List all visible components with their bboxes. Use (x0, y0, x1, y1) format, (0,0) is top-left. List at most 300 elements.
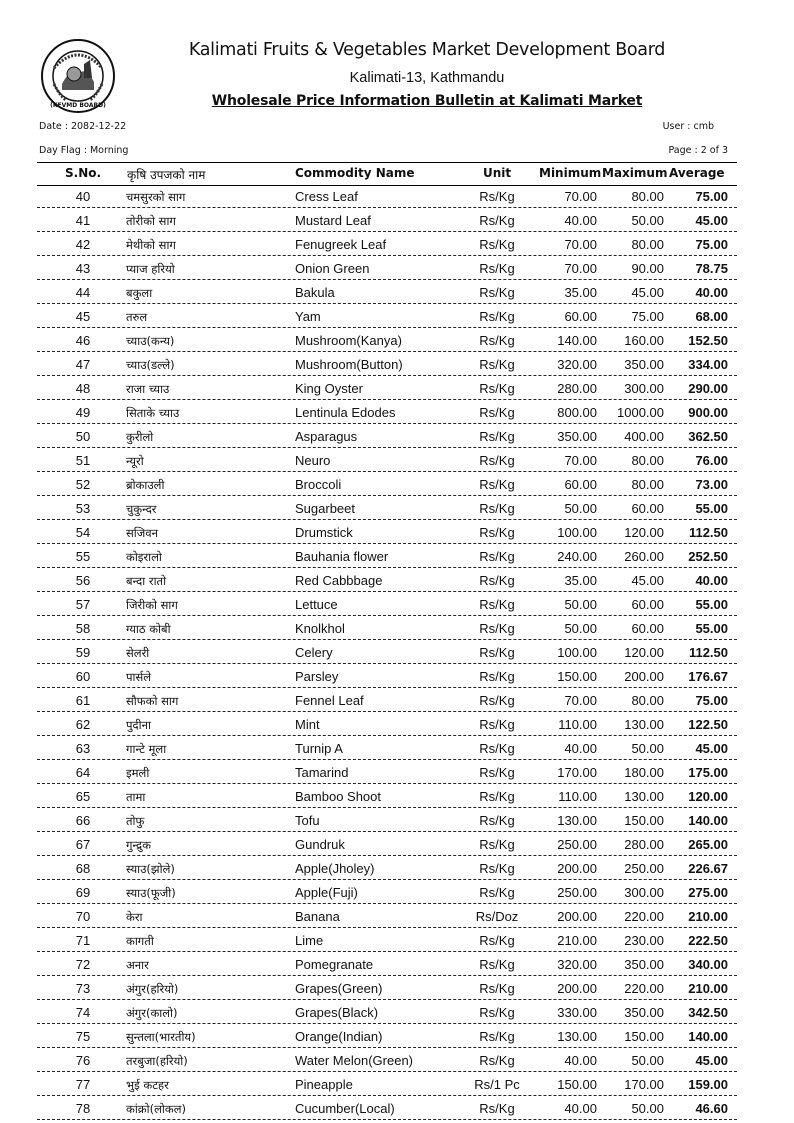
row-nepali-name: ब्रोकाउली (126, 478, 165, 492)
table-row (37, 953, 737, 976)
row-nepali-name: ग्याठ कोबी (126, 622, 171, 636)
row-minimum: 70.00 (564, 237, 597, 252)
row-average: 334.00 (688, 357, 728, 372)
row-unit: Rs/Kg (479, 669, 515, 684)
col-header-commodity: Commodity Name (295, 166, 415, 180)
row-average: 265.00 (688, 837, 728, 852)
row-commodity-name: Onion Green (295, 261, 370, 276)
row-commodity-name: Grapes(Black) (295, 1005, 379, 1020)
row-minimum: 60.00 (564, 309, 597, 324)
row-unit: Rs/Kg (479, 261, 515, 276)
row-unit: Rs/Kg (479, 213, 515, 228)
row-nepali-name: च्याउ(डल्ले) (126, 358, 175, 372)
org-address: Kalimati-13, Kathmandu (349, 70, 505, 86)
row-unit: Rs/Kg (479, 285, 515, 300)
row-commodity-name: Water Melon(Green) (295, 1053, 413, 1068)
row-nepali-name: न्यूरो (126, 454, 144, 468)
row-sno: 71 (75, 933, 91, 948)
table-row (37, 1001, 737, 1024)
row-maximum: 80.00 (631, 477, 664, 492)
row-sno: 73 (75, 981, 91, 996)
row-unit: Rs/Kg (479, 1053, 515, 1068)
row-maximum: 300.00 (624, 885, 664, 900)
row-nepali-name: तोरीको साग (126, 214, 176, 228)
row-maximum: 280.00 (624, 837, 664, 852)
row-unit: Rs/Kg (479, 381, 515, 396)
row-average: 73.00 (695, 477, 728, 492)
row-minimum: 130.00 (557, 813, 597, 828)
row-minimum: 210.00 (557, 933, 597, 948)
row-sno: 55 (75, 549, 91, 564)
row-sno: 59 (75, 645, 91, 660)
row-minimum: 110.00 (558, 789, 597, 804)
row-unit: Rs/Kg (479, 357, 515, 372)
table-header (37, 164, 737, 184)
table-row (37, 353, 737, 376)
row-commodity-name: Mint (295, 717, 320, 732)
row-minimum: 200.00 (557, 909, 597, 924)
table-row (37, 377, 737, 400)
row-commodity-name: Cucumber(Local) (295, 1101, 395, 1116)
page-number: Page : 2 of 3 (668, 145, 728, 156)
row-nepali-name: बन्दा रातो (126, 574, 167, 588)
table-row (37, 449, 737, 472)
row-nepali-name: तरुल (126, 310, 148, 324)
row-sno: 42 (75, 237, 91, 252)
table-row (37, 617, 737, 640)
row-minimum: 150.00 (557, 669, 597, 684)
row-commodity-name: Celery (295, 645, 333, 660)
row-unit: Rs/Kg (479, 933, 515, 948)
row-maximum: 400.00 (624, 429, 664, 444)
org-title: Kalimati Fruits & Vegetables Market Development Board (188, 40, 666, 60)
row-minimum: 100.00 (557, 525, 597, 540)
row-minimum: 250.00 (557, 837, 597, 852)
table-row (37, 713, 737, 736)
table-row (37, 761, 737, 784)
table-row (37, 1049, 737, 1072)
row-sno: 54 (75, 525, 91, 540)
row-maximum: 150.00 (624, 1029, 664, 1044)
row-sno: 74 (75, 1005, 91, 1020)
row-maximum: 75.00 (631, 309, 664, 324)
row-commodity-name: Tamarind (295, 765, 349, 780)
col-header-unit: Unit (483, 166, 512, 180)
row-nepali-name: चुकुन्दर (126, 502, 157, 516)
row-sno: 77 (75, 1077, 91, 1092)
row-average: 176.67 (688, 669, 728, 684)
row-average: 112.50 (688, 525, 728, 540)
row-commodity-name: Parsley (295, 669, 339, 684)
row-commodity-name: Asparagus (295, 429, 358, 444)
row-commodity-name: Fennel Leaf (295, 693, 364, 708)
row-average: 40.00 (695, 285, 728, 300)
row-nepali-name: सुन्तला(भारतीय) (126, 1030, 196, 1044)
row-sno: 61 (75, 693, 91, 708)
row-average: 55.00 (695, 597, 728, 612)
row-nepali-name: गान्टे मूला (126, 742, 167, 756)
row-average: 210.00 (688, 981, 728, 996)
table-row (37, 785, 737, 808)
price-table-body (37, 185, 737, 1121)
table-row (37, 545, 737, 568)
row-average: 152.50 (688, 333, 728, 348)
row-minimum: 350.00 (557, 429, 597, 444)
col-header-nepali-name: कृषि उपजको नाम (127, 168, 206, 182)
row-unit: Rs/Kg (479, 525, 515, 540)
row-commodity-name: Neuro (295, 453, 331, 468)
table-row (37, 569, 737, 592)
table-row (37, 497, 737, 520)
row-average: 210.00 (688, 909, 728, 924)
row-sno: 45 (75, 309, 91, 324)
row-maximum: 230.00 (624, 933, 664, 948)
table-row (37, 665, 737, 688)
row-average: 46.60 (695, 1101, 728, 1116)
row-unit: Rs/Kg (479, 237, 515, 252)
row-sno: 67 (75, 837, 91, 852)
row-commodity-name: Bamboo Shoot (295, 789, 382, 804)
row-nepali-name: कागती (126, 934, 154, 948)
table-row (37, 1097, 737, 1120)
table-row (37, 641, 737, 664)
row-sno: 68 (75, 861, 91, 876)
row-average: 275.00 (688, 885, 728, 900)
row-minimum: 50.00 (564, 597, 597, 612)
row-commodity-name: Red Cabbbage (295, 573, 383, 588)
row-commodity-name: Lime (295, 933, 324, 948)
table-row (37, 1073, 737, 1096)
row-sno: 60 (75, 669, 91, 684)
row-sno: 49 (75, 405, 91, 420)
table-row (37, 305, 737, 328)
row-nepali-name: गुन्द्रुक (126, 838, 151, 852)
table-row (37, 689, 737, 712)
row-unit: Rs/Kg (479, 765, 515, 780)
row-minimum: 100.00 (557, 645, 597, 660)
row-maximum: 80.00 (631, 693, 664, 708)
row-maximum: 350.00 (624, 957, 664, 972)
row-nepali-name: तरबुजा(हरियो) (126, 1054, 188, 1068)
report-date: Date : 2082-12-22 (39, 121, 127, 132)
row-nepali-name: अनार (126, 958, 149, 972)
row-average: 75.00 (695, 189, 728, 204)
row-minimum: 150.00 (557, 1077, 597, 1092)
table-row (37, 521, 737, 544)
row-sno: 44 (75, 285, 91, 300)
row-nepali-name: भुई कटहर (126, 1078, 169, 1092)
row-maximum: 80.00 (631, 189, 664, 204)
table-row (37, 425, 737, 448)
row-nepali-name: सजिवन (126, 526, 159, 540)
row-maximum: 120.00 (624, 645, 664, 660)
table-row (37, 209, 737, 232)
row-average: 222.50 (688, 933, 728, 948)
row-maximum: 180.00 (624, 765, 664, 780)
row-maximum: 45.00 (631, 573, 664, 588)
row-minimum: 70.00 (564, 261, 597, 276)
row-commodity-name: Grapes(Green) (295, 981, 383, 996)
row-nepali-name: जिरीको साग (126, 598, 178, 612)
row-maximum: 160.00 (624, 333, 664, 348)
row-commodity-name: Gundruk (295, 837, 345, 852)
row-average: 75.00 (695, 237, 728, 252)
row-commodity-name: Tofu (295, 813, 320, 828)
row-unit: Rs/1 Pc (474, 1077, 520, 1092)
row-sno: 41 (75, 213, 91, 228)
row-commodity-name: Sugarbeet (295, 501, 355, 516)
row-minimum: 800.00 (557, 405, 597, 420)
row-nepali-name: मेथीको साग (126, 238, 176, 252)
table-row (37, 233, 737, 256)
row-minimum: 280.00 (557, 381, 597, 396)
row-commodity-name: Bauhania flower (295, 549, 389, 564)
row-maximum: 300.00 (624, 381, 664, 396)
row-commodity-name: Mustard Leaf (295, 213, 371, 228)
row-minimum: 40.00 (564, 1053, 597, 1068)
row-unit: Rs/Kg (479, 837, 515, 852)
row-nepali-name: कोइरालो (126, 550, 162, 564)
row-minimum: 140.00 (557, 333, 597, 348)
row-commodity-name: Drumstick (295, 525, 353, 540)
row-nepali-name: च्याउ(कन्य) (126, 334, 175, 348)
row-average: 45.00 (695, 213, 728, 228)
row-unit: Rs/Kg (479, 741, 515, 756)
row-minimum: 50.00 (564, 621, 597, 636)
col-header-maximum: Maximum (602, 166, 668, 180)
row-sno: 63 (75, 741, 91, 756)
row-unit: Rs/Kg (479, 1005, 515, 1020)
row-average: 252.50 (688, 549, 728, 564)
row-average: 55.00 (695, 621, 728, 636)
table-row (37, 593, 737, 616)
table-row (37, 857, 737, 880)
row-commodity-name: King Oyster (295, 381, 363, 396)
row-minimum: 70.00 (564, 453, 597, 468)
row-unit: Rs/Kg (479, 477, 515, 492)
row-unit: Rs/Kg (479, 1101, 515, 1116)
row-commodity-name: Mushroom(Button) (295, 357, 403, 372)
row-unit: Rs/Doz (475, 909, 519, 924)
row-commodity-name: Pineapple (295, 1077, 353, 1092)
row-average: 159.00 (688, 1077, 728, 1092)
row-sno: 75 (75, 1029, 91, 1044)
row-minimum: 40.00 (564, 213, 597, 228)
table-row (37, 977, 737, 1000)
row-commodity-name: Knolkhol (295, 621, 345, 636)
row-minimum: 40.00 (564, 1101, 597, 1116)
table-row (37, 401, 737, 424)
table-row (37, 185, 737, 208)
row-commodity-name: Turnip A (295, 741, 343, 756)
row-sno: 43 (75, 261, 91, 276)
row-sno: 48 (75, 381, 91, 396)
row-nepali-name: अंगुर(हरियो) (126, 982, 179, 996)
row-nepali-name: पार्सले (126, 670, 152, 684)
row-unit: Rs/Kg (479, 885, 515, 900)
board-logo (40, 38, 116, 114)
col-header-average: Average (669, 166, 725, 180)
row-unit: Rs/Kg (479, 813, 515, 828)
row-sno: 65 (75, 789, 91, 804)
row-average: 362.50 (688, 429, 728, 444)
row-sno: 47 (75, 357, 91, 372)
row-nepali-name: कुरीलो (126, 430, 154, 444)
row-nepali-name: केरा (126, 910, 143, 924)
row-average: 45.00 (695, 741, 728, 756)
row-sno: 40 (75, 189, 91, 204)
table-row (37, 833, 737, 856)
row-sno: 72 (75, 957, 91, 972)
row-sno: 78 (75, 1101, 91, 1116)
row-unit: Rs/Kg (479, 189, 515, 204)
row-average: 140.00 (688, 1029, 728, 1044)
row-maximum: 250.00 (624, 861, 664, 876)
row-sno: 53 (75, 501, 91, 516)
row-average: 120.00 (688, 789, 728, 804)
row-unit: Rs/Kg (479, 405, 515, 420)
row-nepali-name: कांक्रो(लोकल) (126, 1102, 186, 1116)
row-maximum: 130.00 (624, 717, 664, 732)
row-sno: 76 (75, 1053, 91, 1068)
row-maximum: 220.00 (624, 981, 664, 996)
row-unit: Rs/Kg (479, 693, 515, 708)
row-maximum: 50.00 (631, 213, 664, 228)
row-maximum: 260.00 (624, 549, 664, 564)
row-maximum: 1000.00 (617, 405, 664, 420)
row-maximum: 80.00 (631, 237, 664, 252)
row-minimum: 170.00 (557, 765, 597, 780)
row-commodity-name: Banana (295, 909, 340, 924)
row-sno: 69 (75, 885, 91, 900)
col-header-minimum: Minimum (539, 166, 602, 180)
row-maximum: 120.00 (624, 525, 664, 540)
row-maximum: 50.00 (631, 1101, 664, 1116)
row-nepali-name: स्याउ(झोले) (126, 862, 175, 876)
table-row (37, 905, 737, 928)
row-commodity-name: Lettuce (295, 597, 338, 612)
row-commodity-name: Apple(Fuji) (295, 885, 358, 900)
report-user: User : cmb (662, 121, 714, 132)
row-minimum: 35.00 (564, 285, 597, 300)
row-sno: 70 (75, 909, 91, 924)
row-unit: Rs/Kg (479, 549, 515, 564)
row-nepali-name: बकुला (126, 286, 153, 300)
row-minimum: 130.00 (557, 1029, 597, 1044)
row-nepali-name: तामा (126, 790, 146, 804)
row-maximum: 45.00 (631, 285, 664, 300)
row-maximum: 50.00 (631, 741, 664, 756)
row-commodity-name: Bakula (295, 285, 335, 300)
row-minimum: 35.00 (564, 573, 597, 588)
row-unit: Rs/Kg (479, 453, 515, 468)
row-maximum: 60.00 (631, 501, 664, 516)
row-nepali-name: सेलरी (126, 646, 150, 660)
table-row (37, 881, 737, 904)
table-row (37, 737, 737, 760)
row-average: 76.00 (695, 453, 728, 468)
row-maximum: 350.00 (624, 1005, 664, 1020)
row-unit: Rs/Kg (479, 789, 515, 804)
row-minimum: 200.00 (557, 861, 597, 876)
row-average: 55.00 (695, 501, 728, 516)
row-sno: 66 (75, 813, 91, 828)
row-nepali-name: अंगुर(कालो) (126, 1006, 178, 1020)
table-row (37, 281, 737, 304)
row-average: 140.00 (688, 813, 728, 828)
row-unit: Rs/Kg (479, 957, 515, 972)
row-commodity-name: Broccoli (295, 477, 342, 492)
row-minimum: 250.00 (557, 885, 597, 900)
row-average: 900.00 (688, 405, 728, 420)
row-maximum: 170.00 (624, 1077, 664, 1092)
row-minimum: 50.00 (564, 501, 597, 516)
row-nepali-name: तोफु (126, 814, 145, 828)
table-row (37, 929, 737, 952)
row-average: 226.67 (688, 861, 728, 876)
table-top-rule (37, 162, 737, 163)
row-sno: 62 (75, 717, 91, 732)
row-sno: 57 (75, 597, 91, 612)
row-unit: Rs/Kg (479, 717, 515, 732)
row-maximum: 350.00 (624, 357, 664, 372)
row-unit: Rs/Kg (479, 861, 515, 876)
row-unit: Rs/Kg (479, 429, 515, 444)
row-average: 175.00 (688, 765, 728, 780)
row-sno: 52 (75, 477, 91, 492)
row-minimum: 70.00 (564, 189, 597, 204)
row-sno: 50 (75, 429, 91, 444)
row-maximum: 220.00 (624, 909, 664, 924)
row-nepali-name: सौफको साग (126, 694, 179, 708)
table-row (37, 809, 737, 832)
row-maximum: 50.00 (631, 1053, 664, 1068)
row-nepali-name: पुदीना (126, 718, 151, 732)
row-unit: Rs/Kg (479, 621, 515, 636)
row-commodity-name: Mushroom(Kanya) (295, 333, 402, 348)
row-commodity-name: Fenugreek Leaf (295, 237, 387, 252)
row-minimum: 60.00 (564, 477, 597, 492)
row-average: 75.00 (695, 693, 728, 708)
row-sno: 64 (75, 765, 91, 780)
table-row (37, 1025, 737, 1048)
row-nepali-name: इमली (126, 766, 150, 780)
row-commodity-name: Cress Leaf (295, 189, 358, 204)
row-average: 40.00 (695, 573, 728, 588)
row-sno: 51 (75, 453, 91, 468)
row-minimum: 320.00 (557, 357, 597, 372)
row-commodity-name: Apple(Jholey) (295, 861, 375, 876)
row-average: 290.00 (688, 381, 728, 396)
row-sno: 58 (75, 621, 91, 636)
row-maximum: 60.00 (631, 621, 664, 636)
row-minimum: 40.00 (564, 741, 597, 756)
row-unit: Rs/Kg (479, 645, 515, 660)
row-average: 342.50 (688, 1005, 728, 1020)
table-row (37, 473, 737, 496)
row-unit: Rs/Kg (479, 333, 515, 348)
day-flag: Day Flag : Morning (39, 145, 129, 156)
table-row (37, 257, 737, 280)
bulletin-title: Wholesale Price Information Bulletin at Kalimati Market (211, 93, 643, 109)
row-average: 45.00 (695, 1053, 728, 1068)
row-minimum: 330.00 (557, 1005, 597, 1020)
row-minimum: 110.00 (558, 717, 597, 732)
svg-text:(KFVMD BOARD): (KFVMD BOARD) (50, 102, 106, 109)
row-unit: Rs/Kg (479, 597, 515, 612)
row-nepali-name: प्याज हरियो (126, 262, 175, 276)
row-average: 340.00 (688, 957, 728, 972)
